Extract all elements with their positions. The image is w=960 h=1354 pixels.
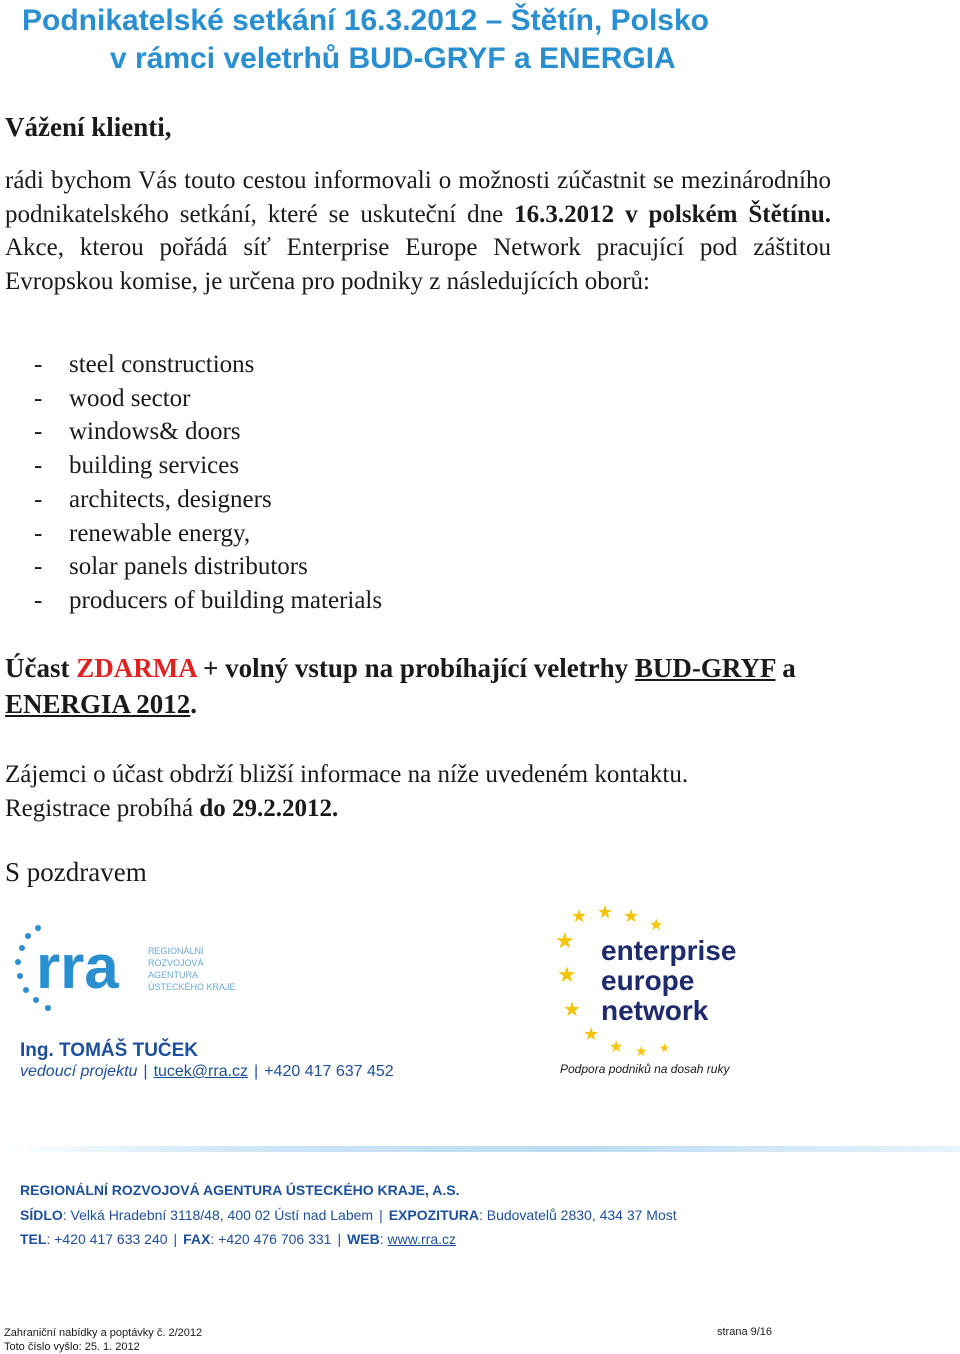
- signature-role: vedoucí projektu: [20, 1063, 138, 1080]
- title-line-2: v rámci veletrhů BUD-GRYF a ENERGIA: [110, 42, 676, 75]
- svg-text:★: ★: [635, 1044, 648, 1060]
- svg-text:★: ★: [649, 915, 664, 934]
- svg-text:★: ★: [557, 963, 577, 988]
- rra-logo: [8, 918, 248, 1018]
- organization-footer: [20, 1178, 677, 1252]
- list-item: - building services: [34, 452, 240, 480]
- organization-name: REGIONÁLNÍ ROZVOJOVÁ AGENTURA ÚSTECKÉHO KRAJE, A.S.: [20, 1182, 460, 1198]
- svg-text:★: ★: [609, 1037, 624, 1056]
- registration-info: [5, 758, 688, 826]
- title-line-1: Podnikatelské setkání 16.3.2012 – Štětín, Polsko: [22, 4, 709, 37]
- fair-energia: ENERGIA 2012: [5, 689, 191, 719]
- email-link[interactable]: tucek@rra.cz: [153, 1063, 249, 1080]
- page-footer-left: [4, 1326, 202, 1354]
- svg-text:ROZVOJOVÁ: ROZVOJOVÁ: [148, 958, 204, 968]
- info-line-1: Zájemci o účast obdrží bližší informace na níže uvedeném kontaktu.: [5, 761, 689, 788]
- info-line-2: Registrace probíhá do 29.2.2012.: [5, 795, 339, 822]
- free-badge: ZDARMA: [76, 653, 197, 683]
- intro-text-1: rádi bychom Vás touto cestou informovali o možnosti zúčastnit se mezinárodního podnikatelského setkání, které se uskuteční dne: [5, 167, 831, 228]
- divider: [0, 1146, 960, 1152]
- svg-text:★: ★: [659, 1041, 670, 1055]
- page-title: [22, 2, 942, 78]
- intro-date-place: 16.3.2012 v polském Štětínu.: [514, 200, 832, 228]
- svg-text:★: ★: [563, 997, 581, 1021]
- svg-text:★: ★: [583, 1024, 600, 1045]
- een-tagline: Podpora podniků na dosah ruky: [560, 1062, 730, 1076]
- list-item: - windows& doors: [34, 418, 241, 446]
- address-line: SÍDLO: Velká Hradební 3118/48, 400 02 Ústí nad Labem | EXPOZITURA: Budovatelů 2830, 434 37 Most: [20, 1206, 677, 1223]
- svg-text:★: ★: [571, 906, 588, 927]
- signature-name: Ing. TOMÁŠ TUČEK: [20, 1040, 199, 1061]
- signature-contact: vedoucí projektu | tucek@rra.cz | +420 417 637 452: [20, 1063, 394, 1080]
- fair-bud-gryf: BUD-GRYF: [634, 653, 776, 683]
- publication-title: Zahraniční nabídky a poptávky č. 2/2012: [4, 1327, 203, 1339]
- intro-text-2: Akce, kterou pořádá síť Enterprise Europe Network pracující pod záštitou Evropskou komise, je určena pro podniky z následujících oborů:: [5, 234, 831, 296]
- svg-text:REGIONÁLNÍ: REGIONÁLNÍ: [148, 946, 204, 956]
- svg-text:enterprise: enterprise: [601, 935, 737, 966]
- list-item: - renewable energy,: [34, 519, 251, 547]
- publication-date: Toto číslo vyšlo: 25. 1. 2012: [4, 1341, 140, 1353]
- list-item: - solar panels distributors: [34, 553, 308, 581]
- website-link[interactable]: www.rra.cz: [387, 1231, 456, 1247]
- svg-text:ÚSTECKÉHO KRAJE: ÚSTECKÉHO KRAJE: [148, 982, 236, 992]
- svg-text:network: network: [601, 995, 709, 1026]
- list-item: - steel constructions: [34, 351, 255, 378]
- svg-text:★: ★: [597, 902, 614, 923]
- rra-letters: rra: [36, 933, 119, 1002]
- list-item: - architects, designers: [34, 485, 272, 513]
- contact-line: TEL: +420 417 633 240 | FAX: +420 476 706 331 | WEB: www.rra.cz: [20, 1231, 456, 1247]
- list-item: - wood sector: [34, 384, 191, 412]
- svg-text:★: ★: [623, 906, 640, 927]
- sector-list: [34, 348, 382, 618]
- offer-statement: Účast ZDARMA + volný vstup na probíhající veletrhy BUD-GRYF a ENERGIA 2012.: [5, 653, 796, 719]
- list-item: - producers of building materials: [34, 586, 383, 614]
- registration-deadline: do 29.2.2012.: [199, 795, 339, 822]
- svg-text:AGENTURA: AGENTURA: [148, 970, 199, 980]
- een-logo: [553, 900, 743, 1060]
- closing: S pozdravem: [5, 857, 147, 887]
- greeting: Vážení klienti,: [5, 112, 172, 142]
- page-number: strana 9/16: [717, 1326, 773, 1338]
- svg-text:★: ★: [555, 929, 575, 954]
- signature-phone: +420 417 637 452: [264, 1063, 394, 1080]
- svg-text:europe: europe: [601, 965, 695, 996]
- intro-paragraph: [5, 164, 831, 299]
